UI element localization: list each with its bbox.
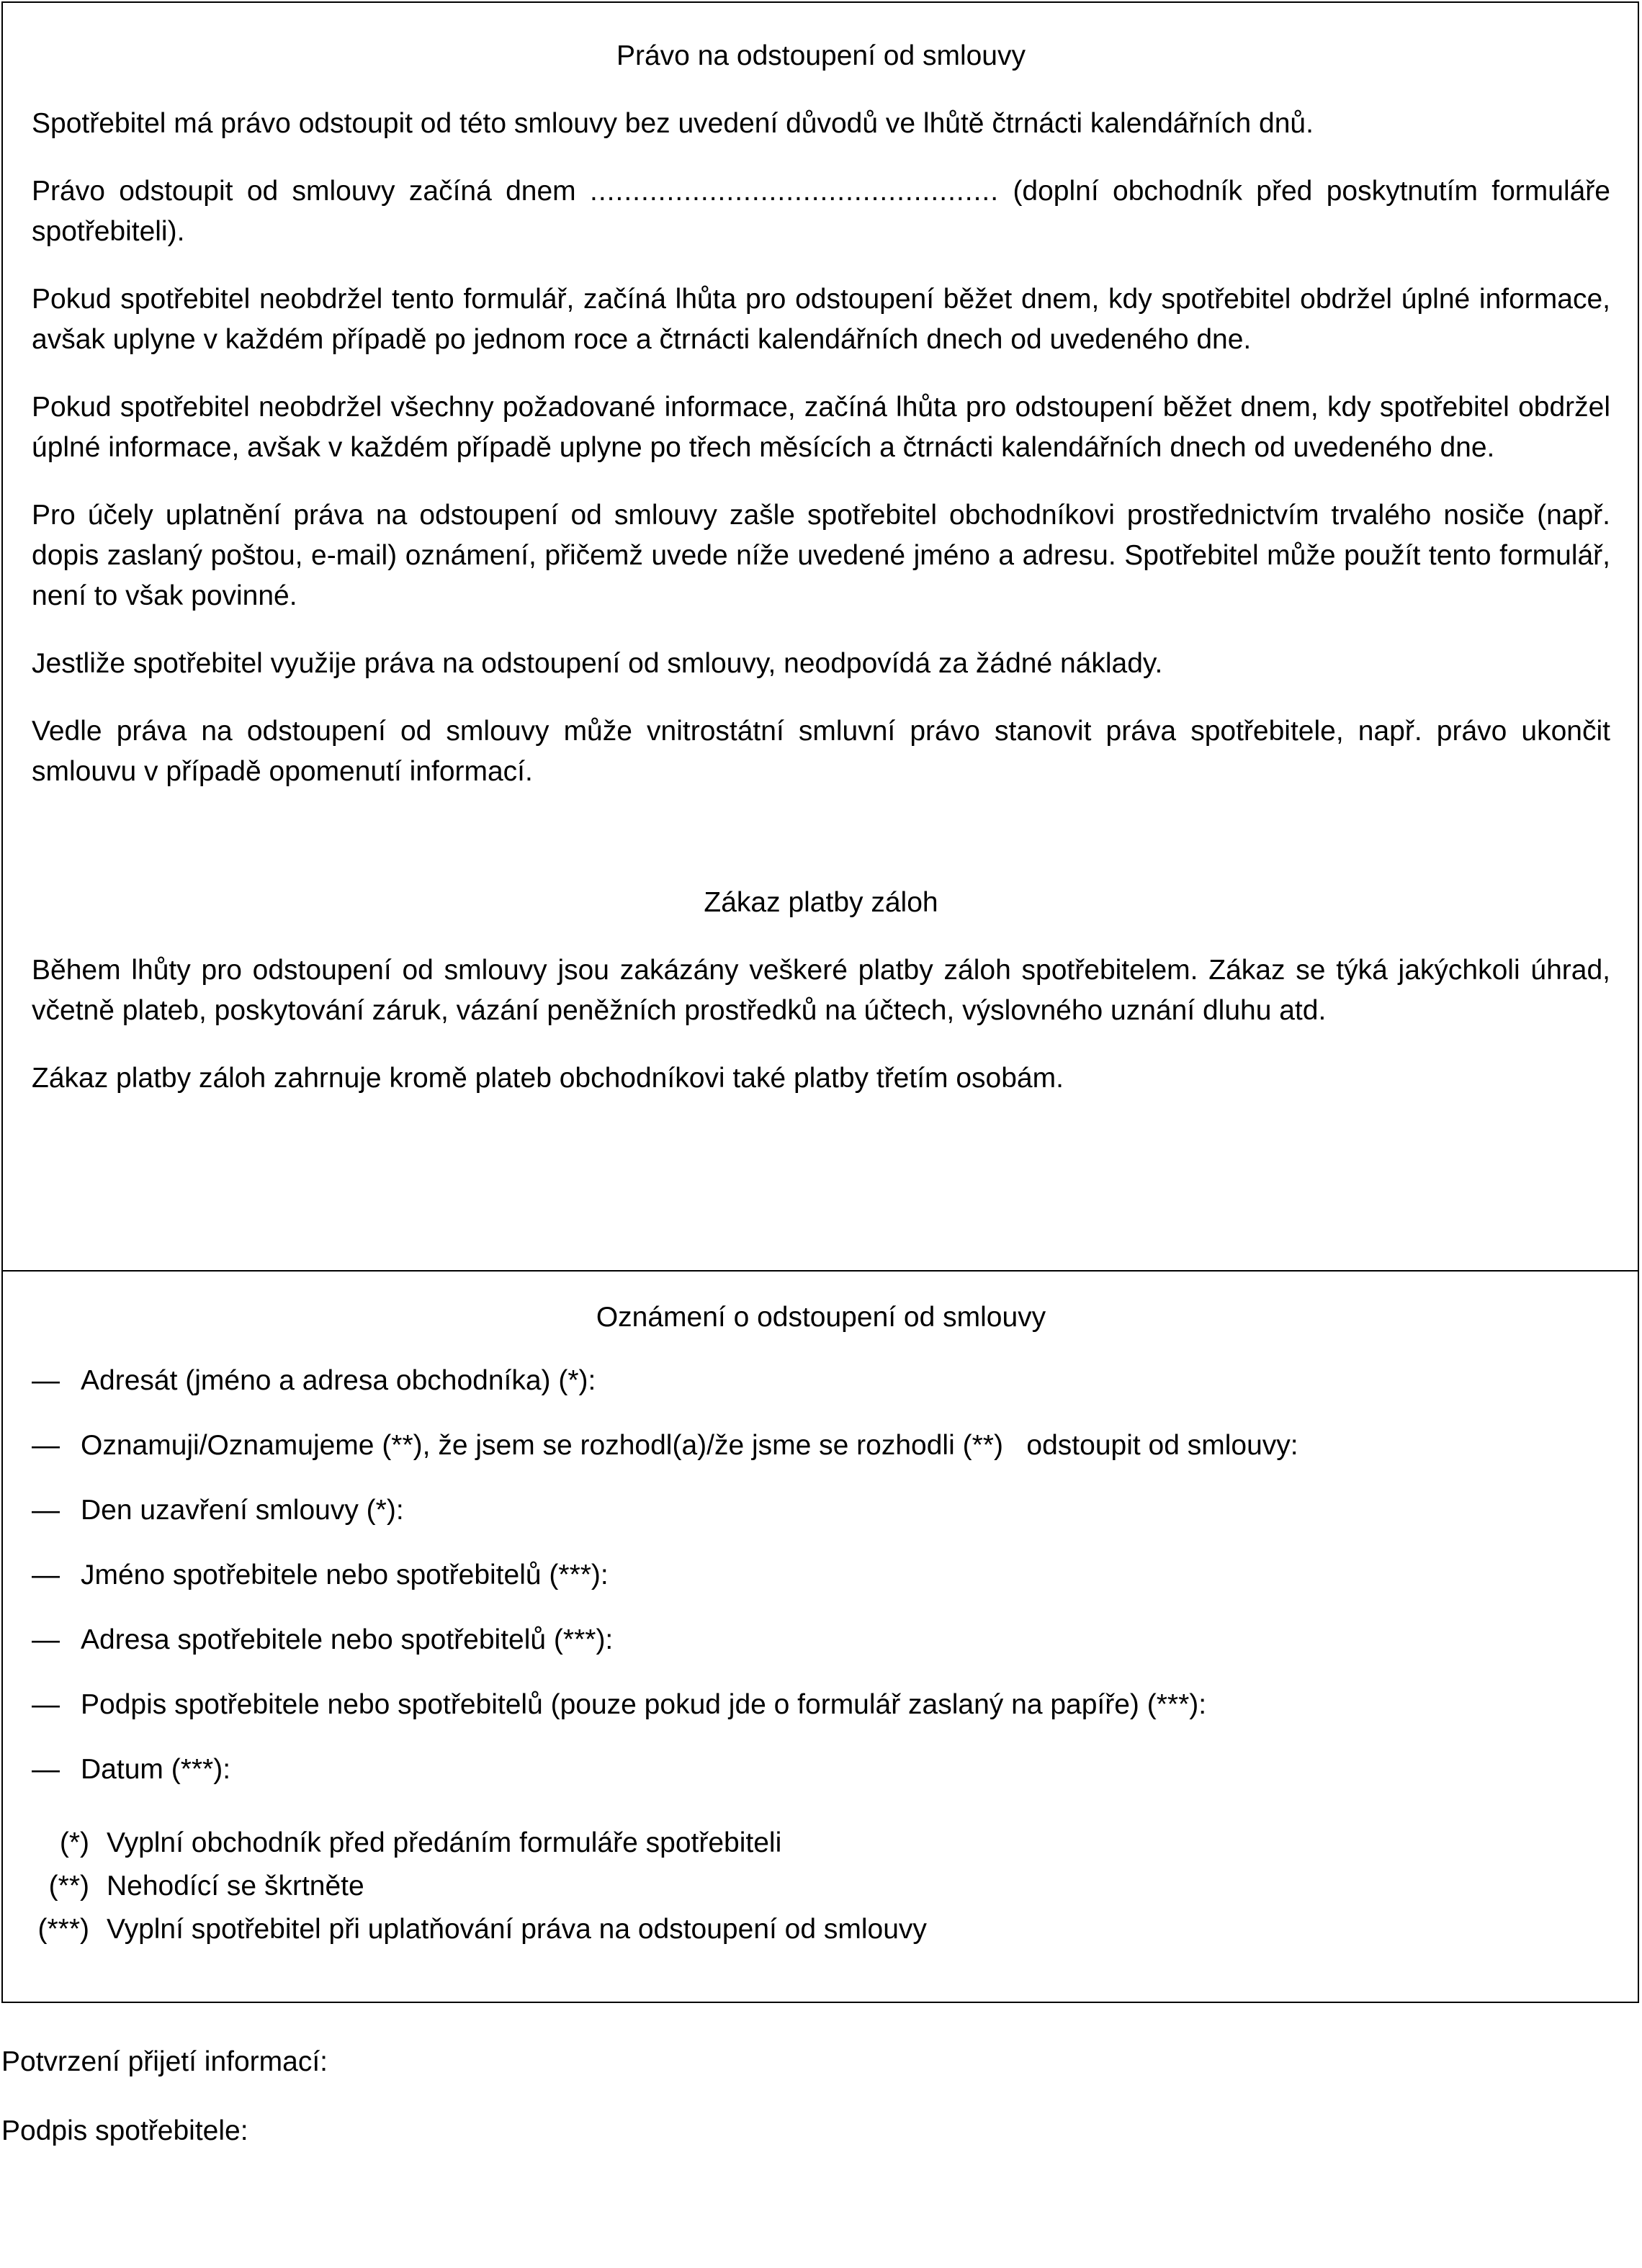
notice-item-text: Jméno spotřebitele nebo spotřebitelů (***): xyxy=(81,1560,609,1590)
withdrawal-paragraph-4: Pokud spotřebitel neobdržel všechny požadované informace, začíná lhůta pro odstoupení běžet dnem, kdy spotřebitel obdržel úplné informace, avšak v každém případě uplyne po třech měsících a čtrnácti kalendářních dnech od uvedeného dne. xyxy=(32,392,1610,463)
notice-item-consumer-name xyxy=(32,1555,1610,1596)
notice-item-text: Datum (***): xyxy=(81,1754,231,1785)
notice-item-addressee xyxy=(32,1361,1610,1401)
footnote-text: Vyplní spotřebitel při uplatňování práva na odstoupení od smlouvy xyxy=(107,1914,927,1945)
dash-marker: — xyxy=(32,1754,60,1785)
notice-item-consumer-address xyxy=(32,1620,1610,1660)
notice-item-text: Oznamuji/Oznamujeme (**), že jsem se rozhodl(a)/že jsme se rozhodli (**) odstoupit od smlouvy: xyxy=(81,1430,1298,1461)
dash-marker: — xyxy=(32,1365,60,1396)
notice-item-text: Den uzavření smlouvy (*): xyxy=(81,1495,404,1526)
notice-item-text: Adresa spotřebitele nebo spotřebitelů (***): xyxy=(81,1624,614,1655)
dash-marker: — xyxy=(32,1430,60,1461)
withdrawal-start-note: (doplní obchodník před poskytnutím formuláře spotřebiteli). xyxy=(32,176,1610,247)
notice-item-text: Adresát (jméno a adresa obchodníka) (*): xyxy=(81,1365,596,1396)
footnote-text: Nehodící se škrtněte xyxy=(107,1871,364,1902)
notice-item-text: Podpis spotřebitele nebo spotřebitelů (pouze pokud jde o formulář zaslaný na papíře) (***): xyxy=(81,1689,1207,1720)
withdrawal-start-label: Právo odstoupit od smlouvy začíná dnem xyxy=(32,176,576,207)
footnote-text: Vyplní obchodník před předáním formuláře spotřebiteli xyxy=(107,1827,782,1858)
withdrawal-info-box xyxy=(1,1,1639,1272)
receipt-confirmation-label: Potvrzení přijetí informací: xyxy=(1,2046,328,2077)
notice-item-date xyxy=(32,1750,1610,1790)
advance-ban-heading: Zákaz platby záloh xyxy=(704,887,938,918)
notice-heading: Oznámení o odstoupení od smlouvy xyxy=(596,1302,1046,1333)
dash-marker: — xyxy=(32,1624,60,1655)
notice-item-declaration xyxy=(32,1426,1610,1466)
footnote-mark: (***) xyxy=(37,1914,89,1945)
notice-item-consumer-signature xyxy=(32,1685,1610,1725)
withdrawal-paragraph-7: Vedle práva na odstoupení od smlouvy může vnitrostátní smluvní právo stanovit práva spotřebitele, např. právo ukončit smlouvu v případě opomenutí informací. xyxy=(32,716,1610,787)
dash-marker: — xyxy=(32,1560,60,1590)
footnote-3 xyxy=(32,1908,1610,1951)
footnote-1 xyxy=(32,1822,1610,1865)
withdrawal-notice-box xyxy=(1,1270,1639,2003)
footnote-2 xyxy=(32,1865,1610,1908)
withdrawal-paragraph-3: Pokud spotřebitel neobdržel tento formulář, začíná lhůta pro odstoupení běžet dnem, kdy spotřebitel obdržel úplné informace, avšak uplyne v každém případě po jednom roce a čtrnácti kalendářních dnech od uvedeného dne. xyxy=(32,284,1610,355)
withdrawal-paragraph-5: Pro účely uplatnění práva na odstoupení od smlouvy zašle spotřebitel obchodníkovi prostřednictvím trvalého nosiče (např. dopis zaslaný poštou, e-mail) oznámení, přičemž uvede níže uvedené jméno a adresu. Spotřebitel může použít tento formulář, není to však povinné. xyxy=(32,500,1610,611)
notice-item-contract-date xyxy=(32,1490,1610,1531)
withdrawal-paragraph-1: Spotřebitel má právo odstoupit od této smlouvy bez uvedení důvodů ve lhůtě čtrnácti kalendářních dnů. xyxy=(32,108,1314,139)
withdrawal-start-date-blank: ................................................ xyxy=(590,176,1000,207)
consumer-signature-label: Podpis spotřebitele: xyxy=(1,2115,248,2146)
dash-marker: — xyxy=(32,1495,60,1526)
dash-marker: — xyxy=(32,1689,60,1720)
withdrawal-paragraph-6: Jestliže spotřebitel využije práva na odstoupení od smlouvy, neodpovídá za žádné náklady. xyxy=(32,648,1163,679)
advance-ban-paragraph-2: Zákaz platby záloh zahrnuje kromě plateb obchodníkovi také platby třetím osobám. xyxy=(32,1063,1064,1094)
withdrawal-paragraph-2 xyxy=(32,171,1610,252)
footnote-mark: (**) xyxy=(48,1871,89,1902)
withdrawal-heading: Právo na odstoupení od smlouvy xyxy=(616,40,1026,71)
advance-ban-paragraph-1: Během lhůty pro odstoupení od smlouvy jsou zakázány veškeré platby záloh spotřebitelem. Zákaz se týká jakýchkoli úhrad, včetně plateb, poskytování záruk, vázání peněžních prostředků na účtech, výslovného uznání dluhu atd. xyxy=(32,955,1610,1026)
footnote-mark: (*) xyxy=(59,1827,89,1858)
